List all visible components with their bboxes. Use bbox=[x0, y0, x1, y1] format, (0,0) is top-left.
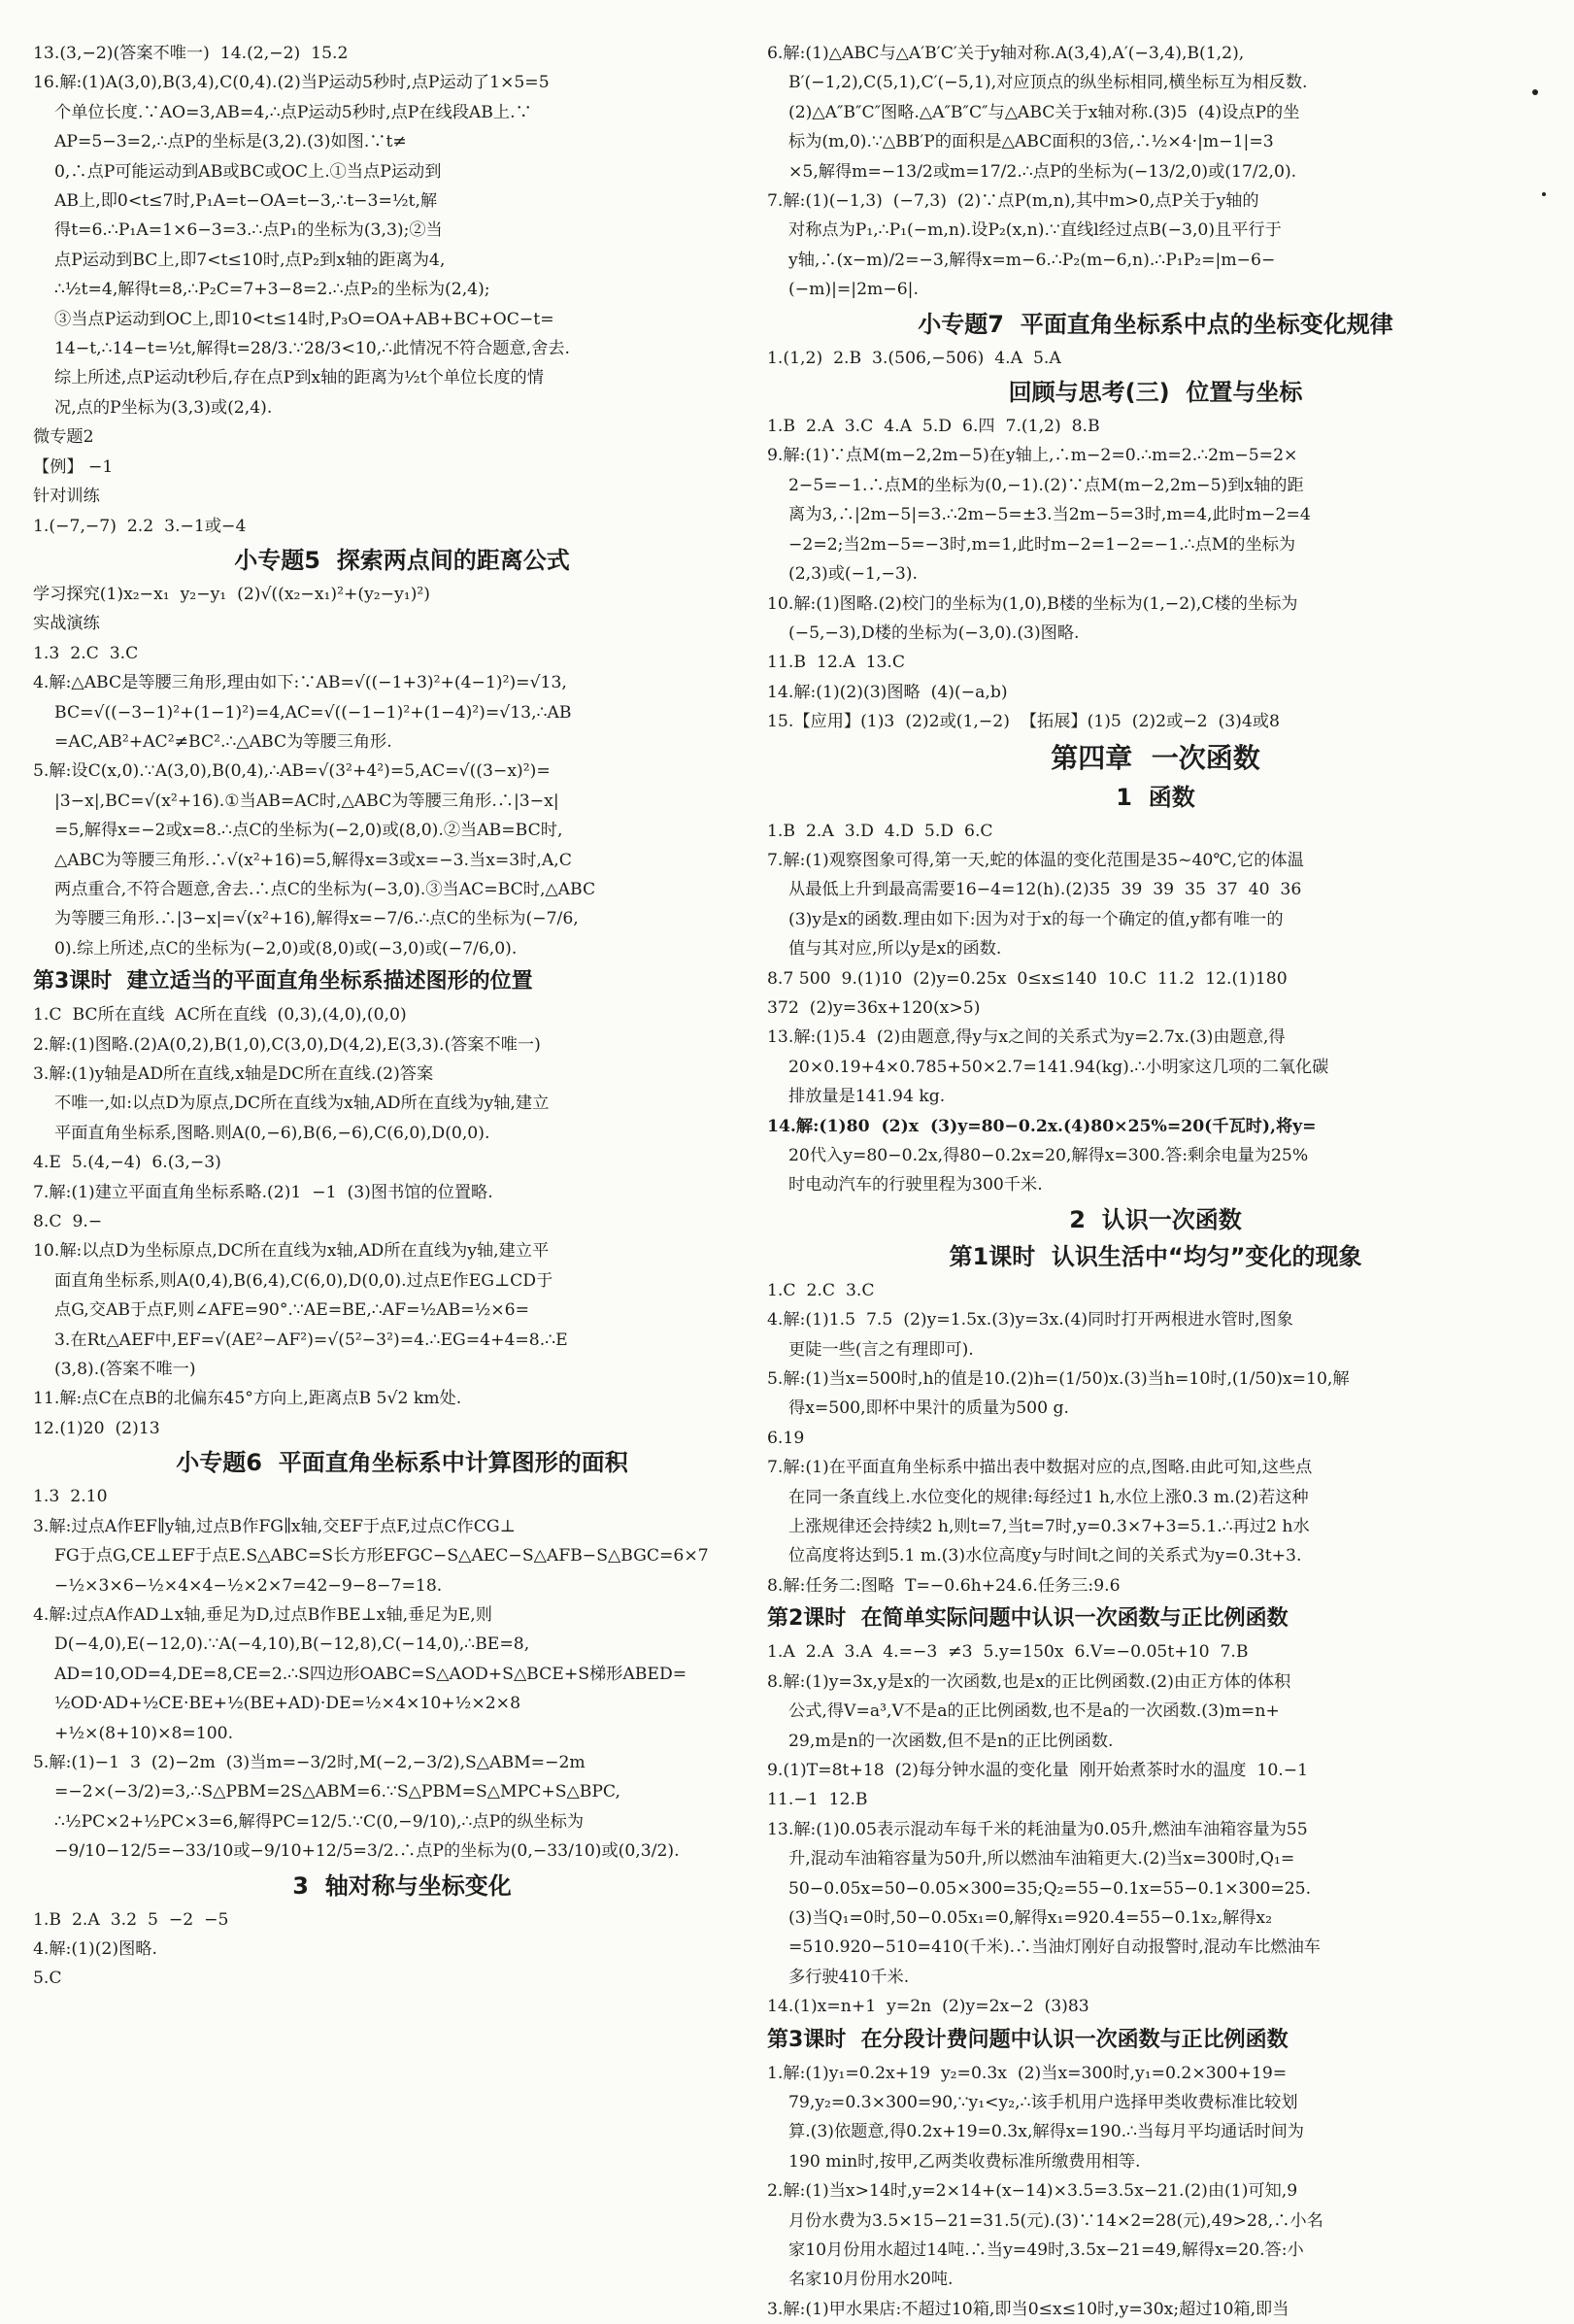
text-line: 况,点的P坐标为(3,3)或(2,4). bbox=[54, 397, 273, 418]
text-line: 2.解:(1)图略.(2)A(0,2),B(1,0),C(3,0),D(4,2),E(3,3).(答案不唯一) bbox=[33, 1034, 541, 1055]
text-line: 1.A 2.A 3.A 4.=−3 ≠3 5.y=150x 6.V=−0.05t+10 7.B bbox=[767, 1642, 1249, 1663]
text-line: 15.【应用】(1)3 (2)2或(1,−2) 【拓展】(1)5 (2)2或−2 (3)4或8 bbox=[767, 712, 1280, 732]
text-line: △ABC为等腰三角形.∴√(x²+16)=5,解得x=3或x=−3.当x=3时,A,C bbox=[54, 850, 572, 870]
text-line: 上涨规律还会持续2 h,则t=7,当t=7时,y=0.3×7+3=5.1.∴再过2 h水 bbox=[788, 1517, 1310, 1537]
text-line: 1.B 2.A 3.C 4.A 5.D 6.四 7.(1,2) 8.B bbox=[767, 417, 1100, 437]
text-line: (2)△A″B″C″图略.△A″B″C″与△ABC关于x轴对称.(3)5 (4)设点P的坐 bbox=[788, 102, 1300, 122]
text-line: 公式,得V=a³,V不是a的正比例函数,也不是a的一次函数.(3)m=n+ bbox=[788, 1701, 1280, 1722]
text-line: 13.(3,−2)(答案不唯一) 14.(2,−2) 15.2 bbox=[33, 44, 349, 63]
text-line: =510.920−510=410(千米).∴当油灯刚好自动报警时,混动车比燃油车 bbox=[788, 1937, 1321, 1958]
text-line: 针对训练 bbox=[33, 487, 100, 507]
text-line: 实战演练 bbox=[33, 614, 100, 634]
text-line: 4.解:△ABC是等腰三角形,理由如下:∵AB=√((−1+3)²+(4−1)²)=√13, bbox=[33, 673, 567, 693]
section-heading: 回顾与思考(三) 位置与坐标 bbox=[1008, 379, 1303, 407]
text-line: 1.解:(1)y₁=0.2x+19 y₂=0.3x (2)当x=300时,y₁=0.2×300+19= bbox=[767, 2063, 1288, 2083]
text-line: (3)y是x的函数.理由如下:因为对于x的每一个确定的值,y都有唯一的 bbox=[788, 909, 1284, 929]
text-line: 3.解:(1)y轴是AD所在直线,x轴是DC所在直线.(2)答案 bbox=[33, 1064, 434, 1084]
text-line: 79,y₂=0.3×300=90,∵y₁<y₂,∴该手机用户选择甲类收费标准比较划 bbox=[788, 2092, 1298, 2112]
text-line: 多行驶410千米. bbox=[788, 1967, 910, 1987]
text-line: 8.C 9.− bbox=[33, 1212, 103, 1232]
text-line: −9/10−12/5=−33/10或−9/10+12/5=3/2.∴点P的坐标为(0,−33/10)或(0,3/2). bbox=[54, 1841, 680, 1862]
text-line: y轴,∴(x−m)/2=−3,解得x=m−6.∴P₂(m−6,n).∴P₁P₂=|m−6− bbox=[788, 250, 1276, 270]
text-line: 8.解:任务二:图略 T=−0.6h+24.6.任务三:9.6 bbox=[767, 1575, 1121, 1596]
text-line: 8.7 500 9.(1)10 (2)y=0.25x 0≤x≤140 10.C 11.2 12.(1)180 bbox=[767, 968, 1288, 989]
margin-dot bbox=[1532, 89, 1538, 95]
text-line: −½×3×6−½×4×4−½×2×7=42−9−8−7=18. bbox=[54, 1575, 443, 1596]
text-line: 得x=500,即杯中果汁的质量为500 g. bbox=[788, 1398, 1069, 1419]
text-line: 6.19 bbox=[767, 1428, 805, 1448]
text-line: ×5,解得m=−13/2或m=17/2.∴点P的坐标为(−13/2,0)或(17/2,0). bbox=[788, 161, 1297, 182]
text-line: 1.(−7,−7) 2.2 3.−1或−4 bbox=[33, 516, 247, 536]
section-heading: 第1课时 认识生活中“均匀”变化的现象 bbox=[949, 1242, 1362, 1270]
text-line: 1.3 2.C 3.C bbox=[33, 643, 139, 663]
text-line: 离为3,∴|2m−5|=3.∴2m−5=±3.当2m−5=3时,m=4,此时m−2=4 bbox=[788, 505, 1311, 525]
text-line: 3.解:过点A作EF∥y轴,过点B作FG∥x轴,交EF于点F,过点C作CG⊥ bbox=[33, 1516, 516, 1536]
text-line: 标为(m,0).∵△BB′P的面积是△ABC面积的3倍,∴½×4·|m−1|=3 bbox=[788, 132, 1274, 152]
text-line: 9.(1)T=8t+18 (2)每分钟水温的变化量 刚开始煮茶时水的温度 10.−1 bbox=[767, 1760, 1309, 1780]
text-line: 7.解:(1)建立平面直角坐标系略.(2)1 −1 (3)图书馆的位置略. bbox=[33, 1182, 493, 1202]
text-line: 3.在Rt△AEF中,EF=√(AE²−AF²)=√(5²−3²)=4.∴EG=4+4=8.∴E bbox=[54, 1330, 568, 1350]
text-line: 【例】 −1 bbox=[33, 456, 114, 477]
text-line: 29,m是n的一次函数,但不是n的正比例函数. bbox=[788, 1731, 1114, 1751]
text-line: 家10月份用水超过14吨.∴当y=49时,3.5x−21=49,解得x=20.答:小 bbox=[788, 2240, 1304, 2260]
text-line: 5.解:(1)−1 3 (2)−2m (3)当m=−3/2时,M(−2,−3/2),S△ABM=−2m bbox=[33, 1752, 586, 1772]
text-line: ∴½PC×2+½PC×3=6,解得PC=12/5.∵C(0,−9/10),∴点P的纵坐标为 bbox=[54, 1811, 585, 1832]
text-line: AP=5−3=2,∴点P的坐标是(3,2).(3)如图.∵t≠ bbox=[54, 132, 407, 152]
text-line: ½OD·AD+½CE·BE+½(BE+AD)·DE=½×4×10+½×2×8 bbox=[54, 1694, 521, 1714]
text-line: 50−0.05x=50−0.05×300=35;Q₂=55−0.1x=55−0.1×300=25. bbox=[788, 1878, 1312, 1899]
text-line: FG于点G,CE⊥EF于点E.S△ABC=S长方形EFGC−S△AEC−S△AFB−S△BGC=6×7 bbox=[54, 1546, 709, 1566]
text-line: 20代入y=80−0.2x,得80−0.2x=20,解得x=300.答:剩余电量为25% bbox=[788, 1146, 1309, 1165]
text-line: 更陡一些(言之有理即可). bbox=[788, 1339, 974, 1360]
text-line: 4.解:(1)(2)图略. bbox=[33, 1938, 157, 1959]
text-line: ∴½t=4,解得t=8,∴P₂C=7+3−8=2.∴点P₂的坐标为(2,4); bbox=[54, 280, 490, 300]
text-line: 11.−1 12.B bbox=[767, 1790, 868, 1810]
section-heading: 第3课时 建立适当的平面直角坐标系描述图形的位置 bbox=[33, 969, 533, 994]
text-line: 名家10月份用水20吨. bbox=[788, 2270, 954, 2290]
text-line: 4.解:过点A作AD⊥x轴,垂足为D,过点B作BE⊥x轴,垂足为E,则 bbox=[33, 1604, 492, 1625]
text-line: 1.C 2.C 3.C bbox=[767, 1280, 875, 1300]
text-line: 个单位长度.∵AO=3,AB=4,∴点P运动5秒时,点P在线段AB上.∵ bbox=[54, 102, 532, 122]
text-line: (−m)|=|2m−6|. bbox=[788, 280, 919, 300]
text-line: 5.解:(1)当x=500时,h的值是10.(2)h=(1/50)x.(3)当h=10时,(1/50)x=10,解 bbox=[767, 1369, 1350, 1390]
text-line: 6.解:(1)△ABC与△A′B′C′关于y轴对称.A(3,4),A′(−3,4),B(1,2), bbox=[767, 44, 1245, 63]
right-column bbox=[767, 39, 1544, 2324]
text-line: −2=2;当2m−5=−3时,m=1,此时m−2=1−2=−1.∴点M的坐标为 bbox=[788, 534, 1296, 555]
text-line: +½×(8+10)×8=100. bbox=[54, 1723, 234, 1743]
text-line: 综上所述,点P运动t秒后,存在点P到x轴的距离为½t个单位长度的情 bbox=[54, 368, 544, 388]
section-heading: 第2课时 在简单实际问题中认识一次函数与正比例函数 bbox=[767, 1606, 1289, 1632]
text-line: 为等腰三角形.∴|3−x|=√(x²+16),解得x=−7/6.∴点C的坐标为(−7/6, bbox=[54, 909, 579, 929]
section-heading: 2 认识一次函数 bbox=[1069, 1205, 1242, 1233]
text-line: 1.(1,2) 2.B 3.(506,−506) 4.A 5.A bbox=[767, 348, 1061, 368]
text-line: 7.解:(1)在平面直角坐标系中描出表中数据对应的点,图略.由此可知,这些点 bbox=[767, 1458, 1313, 1478]
left-column bbox=[33, 39, 771, 1994]
text-line: 5.C bbox=[33, 1969, 62, 1989]
text-line: 算.(3)依题意,得0.2x+19=0.3x,解得x=190.∴当每月平均通话时间为 bbox=[788, 2122, 1304, 2142]
text-line: 3.解:(1)甲水果店:不超过10箱,即当0≤x≤10时,y=30x;超过10箱,即当 bbox=[767, 2299, 1289, 2319]
text-line: 10.解:以点D为坐标原点,DC所在直线为x轴,AD所在直线为y轴,建立平 bbox=[33, 1241, 550, 1262]
text-line: 时电动汽车的行驶里程为300千米. bbox=[788, 1175, 1043, 1196]
text-line: AD=10,OD=4,DE=8,CE=2.∴S四边形OABC=S△AOD+S△BCE+S梯形ABED= bbox=[54, 1664, 687, 1684]
text-line: 9.解:(1)∵点M(m−2,2m−5)在y轴上,∴m−2=0.∴m=2.∴2m−5=2× bbox=[767, 446, 1298, 466]
text-line: (2,3)或(−1,−3). bbox=[788, 564, 918, 585]
text-line: ③当点P运动到OC上,即10<t≤14时,P₃O=OA+AB+BC+OC−t= bbox=[54, 309, 554, 329]
text-line: 2.解:(1)当x>14时,y=2×14+(x−14)×3.5=3.5x−21.(2)由(1)可知,9 bbox=[767, 2181, 1298, 2202]
text-line: 14.解:(1)80 (2)x (3)y=80−0.2x.(4)80×25%=20(千瓦时),将y= bbox=[767, 1116, 1317, 1136]
text-line: 14.解:(1)(2)(3)图略 (4)(−a,b) bbox=[767, 682, 1008, 702]
text-line: 16.解:(1)A(3,0),B(3,4),C(0,4).(2)当P运动5秒时,点P运动了1×5=5 bbox=[33, 73, 550, 93]
text-line: B′(−1,2),C(5,1),C′(−5,1),对应顶点的纵坐标相同,横坐标互为相反数. bbox=[788, 73, 1308, 93]
text-line: 20×0.19+4×0.785+50×2.7=141.94(kg).∴小明家这几项的二氧化碳 bbox=[788, 1057, 1329, 1077]
text-line: 190 min时,按甲,乙两类收费标准所缴费用相等. bbox=[788, 2151, 1141, 2172]
section-heading: 3 轴对称与坐标变化 bbox=[292, 1871, 512, 1900]
text-line: (3,8).(答案不唯一) bbox=[54, 1360, 196, 1380]
text-line: 13.解:(1)5.4 (2)由题意,得y与x之间的关系式为y=2.7x.(3)由题意,得 bbox=[767, 1027, 1286, 1048]
text-line: |3−x|,BC=√(x²+16).①当AB=AC时,△ABC为等腰三角形.∴|3−x| bbox=[54, 791, 559, 811]
section-heading: 第3课时 在分段计费问题中认识一次函数与正比例函数 bbox=[767, 2027, 1289, 2052]
text-line: 12.(1)20 (2)13 bbox=[33, 1418, 160, 1438]
text-line: =−2×(−3/2)=3,∴S△PBM=2S△ABM=6.∵S△PBM=S△MPC+S△BPC, bbox=[54, 1782, 620, 1802]
text-line: =AC,AB²+AC²≠BC².∴△ABC为等腰三角形. bbox=[54, 731, 392, 752]
text-line: 4.解:(1)1.5 7.5 (2)y=1.5x.(3)y=3x.(4)同时打开两根进水管时,图象 bbox=[767, 1310, 1293, 1330]
text-line: 在同一条直线上.水位变化的规律:每经过1 h,水位上涨0.3 m.(2)若这种 bbox=[788, 1487, 1309, 1507]
text-line: 平面直角坐标系,图略.则A(0,−6),B(6,−6),C(6,0),D(0,0). bbox=[54, 1123, 490, 1143]
text-line: 不唯一,如:以点D为原点,DC所在直线为x轴,AD所在直线为y轴,建立 bbox=[54, 1094, 550, 1114]
text-line: 7.解:(1)(−1,3) (−7,3) (2)∵点P(m,n),其中m>0,点P关于y轴的 bbox=[767, 191, 1259, 212]
text-line: 值与其对应,所以y是x的函数. bbox=[788, 939, 1002, 960]
text-line: 升,混动车油箱容量为50升,所以燃油车油箱更大.(2)当x=300时,Q₁= bbox=[788, 1849, 1295, 1869]
text-line: 排放量是141.94 kg. bbox=[788, 1087, 946, 1107]
text-line: 点G,交AB于点F,则∠AFE=90°.∵AE=BE,∴AF=½AB=½×6= bbox=[54, 1300, 529, 1321]
text-line: 2−5=−1.∴点M的坐标为(0,−1).(2)∵点M(m−2,2m−5)到x轴的距 bbox=[788, 475, 1304, 495]
text-line: 0,∴点P可能运动到AB或BC或OC上.①当点P运动到 bbox=[54, 161, 442, 182]
text-line: =5,解得x=−2或x=8.∴点C的坐标为(−2,0)或(8,0).②当AB=BC时, bbox=[54, 821, 563, 841]
text-line: (3)当Q₁=0时,50−0.05x₁=0,解得x₁=920.4=55−0.1x₂,解得x₂ bbox=[788, 1907, 1273, 1928]
text-line: 从最低上升到最高需要16−4=12(h).(2)35 39 39 35 37 40 36 bbox=[788, 880, 1302, 900]
text-line: 1.B 2.A 3.D 4.D 5.D 6.C bbox=[767, 821, 993, 841]
text-line: 11.B 12.A 13.C bbox=[767, 653, 906, 673]
text-line: 14.(1)x=n+1 y=2n (2)y=2x−2 (3)83 bbox=[767, 1997, 1089, 2017]
text-line: 13.解:(1)0.05表示混动车每千米的耗油量为0.05升,燃油车油箱容量为55 bbox=[767, 1819, 1308, 1839]
text-line: 位高度将达到5.1 m.(3)水位高度y与时间t之间的关系式为y=0.3t+3. bbox=[788, 1546, 1302, 1566]
text-line: BC=√((−3−1)²+(1−1)²)=4,AC=√((−1−1)²+(1−4)²)=√13,∴AB bbox=[54, 702, 572, 723]
text-line: 1.3 2.10 bbox=[33, 1487, 108, 1507]
text-line: 10.解:(1)图略.(2)校门的坐标为(1,0),B楼的坐标为(1,−2),C楼的坐标为 bbox=[767, 593, 1298, 614]
text-line: 4.E 5.(4,−4) 6.(3,−3) bbox=[33, 1153, 221, 1173]
text-line: 月份水费为3.5×15−21=31.5(元).(3)∵14×2=28(元),49>28,∴小名 bbox=[788, 2210, 1323, 2231]
text-line: 点P运动到BC上,即7<t≤10时,点P₂到x轴的距离为4, bbox=[54, 250, 446, 270]
text-line: (−5,−3),D楼的坐标为(−3,0).(3)图略. bbox=[788, 623, 1080, 643]
text-line: D(−4,0),E(−12,0).∵A(−4,10),B(−12,8),C(−14,0),∴BE=8, bbox=[54, 1634, 530, 1655]
text-line: AB上,即0<t≤7时,P₁A=t−OA=t−3,∴t−3=½t,解 bbox=[54, 191, 438, 212]
text-line: 8.解:(1)y=3x,y是x的一次函数,也是x的正比例函数.(2)由正方体的体积 bbox=[767, 1671, 1291, 1692]
text-line: 11.解:点C在点B的北偏东45°方向上,距离点B 5√2 km处. bbox=[33, 1389, 462, 1409]
section-heading: 小专题5 探索两点间的距离公式 bbox=[234, 546, 570, 574]
text-line: 学习探究(1)x₂−x₁ y₂−y₁ (2)√((x₂−x₁)²+(y₂−y₁)²) bbox=[33, 584, 431, 604]
text-line: 对称点为P₁,∴P₁(−m,n).设P₂(x,n).∵直线l经过点B(−3,0)且平行于 bbox=[788, 220, 1282, 241]
text-line: 两点重合,不符合题意,舍去.∴点C的坐标为(−3,0).③当AC=BC时,△ABC bbox=[54, 879, 596, 899]
text-line: 得t=6.∴P₁A=1×6−3=3.∴点P₁的坐标为(3,3);②当 bbox=[54, 220, 443, 241]
text-line: 14−t,∴14−t=½t,解得t=28/3.∵28/3<10,∴此情况不符合题意,舍去. bbox=[54, 339, 570, 359]
section-heading: 小专题6 平面直角坐标系中计算图形的面积 bbox=[176, 1449, 628, 1477]
section-heading: 1 函数 bbox=[1116, 783, 1195, 811]
section-heading: 小专题7 平面直角坐标系中点的坐标变化规律 bbox=[918, 310, 1393, 338]
text-line: 1.C BC所在直线 AC所在直线 (0,3),(4,0),(0,0) bbox=[33, 1005, 407, 1026]
margin-dot bbox=[1542, 192, 1546, 196]
text-line: 面直角坐标系,则A(0,4),B(6,4),C(6,0),D(0,0).过点E作EG⊥CD于 bbox=[54, 1270, 553, 1291]
text-line: 372 (2)y=36x+120(x>5) bbox=[767, 997, 981, 1018]
section-heading: 第四章 一次函数 bbox=[1051, 741, 1260, 774]
text-line: 微专题2 bbox=[33, 427, 94, 448]
text-line: 5.解:设C(x,0).∵A(3,0),B(0,4),∴AB=√(3²+4²)=5,AC=√((3−x)²)= bbox=[33, 761, 551, 782]
text-line: 0).综上所述,点C的坐标为(−2,0)或(8,0)或(−3,0)或(−7/6,0). bbox=[54, 938, 518, 959]
text-line: 1.B 2.A 3.2 5 −2 −5 bbox=[33, 1909, 229, 1930]
text-line: 7.解:(1)观察图象可得,第一天,蛇的体温的变化范围是35~40℃,它的体温 bbox=[767, 850, 1304, 870]
